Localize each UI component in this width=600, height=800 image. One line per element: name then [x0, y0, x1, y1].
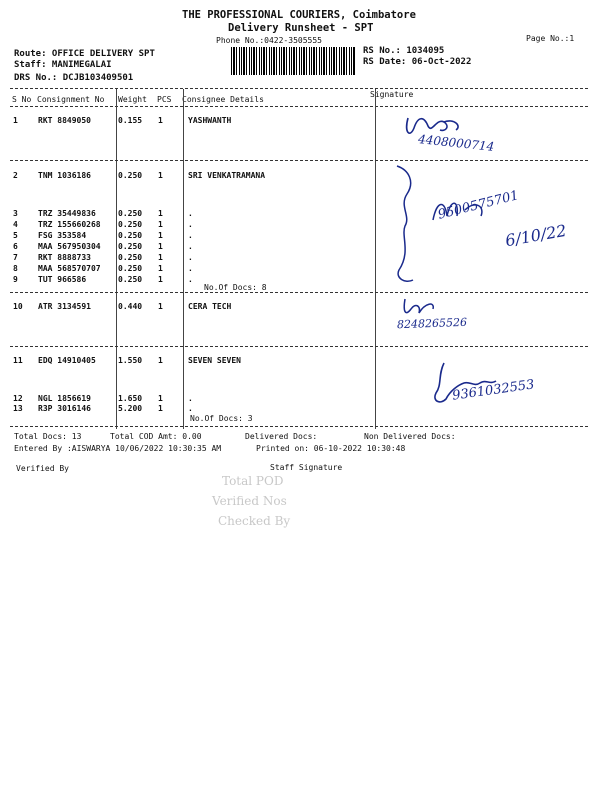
col-consignment: Consignment No: [37, 95, 105, 104]
stamp-total-pod: Total POD: [222, 474, 284, 488]
table-row: 8 MAA 568570707 0.250 1 .: [13, 264, 193, 273]
total-docs: Total Docs: 13: [14, 432, 82, 441]
table-row: 11 EDQ 14910405 1.550 1 SEVEN SEVEN: [13, 356, 241, 365]
staff-label: Staff: MANIMEGALAI: [14, 60, 112, 70]
document-title: Delivery Runsheet - SPT: [228, 22, 374, 34]
total-cod: Total COD Amt: 0.00: [110, 432, 202, 441]
table-row: 6 MAA 567950304 0.250 1 .: [13, 242, 193, 251]
table-bottom-rule: [10, 426, 588, 427]
rs-date: RS Date: 06-Oct-2022: [363, 57, 472, 67]
table-row: 13 R3P 3016146 5.200 1 .: [13, 404, 193, 413]
table-row: 1 RKT 8849050 0.155 1 YASHWANTH: [13, 116, 232, 125]
signature-1: 4408000714: [400, 108, 530, 156]
staff-signature: Staff Signature: [270, 463, 343, 472]
drs-number: DRS No.: DCJB103409501: [14, 73, 134, 83]
signature-2: 9500575701 6/10/22: [385, 160, 575, 290]
page-number: Page No.:1: [526, 34, 575, 43]
group-doc-count: No.Of Docs: 8: [204, 283, 267, 292]
printed-on: Printed on: 06-10-2022 10:30:48: [256, 444, 406, 453]
col-signature: Signature: [370, 90, 414, 99]
delivered-docs: Delivered Docs:: [245, 432, 318, 441]
table-row: 4 TRZ 155660268 0.250 1 .: [13, 220, 193, 229]
table-row: 2 TNM 1036186 0.250 1 SRI VENKATRAMANA: [13, 171, 266, 180]
stamp-verified-nos: Verified Nos: [212, 494, 287, 508]
col-pcs: PCS: [157, 95, 172, 104]
header-bottom-rule: [10, 106, 588, 107]
col-consignee: Consignee Details: [182, 95, 264, 104]
company-name: THE PROFESSIONAL COURIERS, Coimbatore: [182, 9, 416, 21]
table-row: 5 FSG 353584 0.250 1 .: [13, 231, 193, 240]
col-sno: S No: [12, 95, 32, 104]
route-label: Route: OFFICE DELIVERY SPT: [14, 49, 155, 59]
table-row: 3 TRZ 35449836 0.250 1 .: [13, 209, 193, 218]
signature-3: 8248265526: [395, 293, 515, 339]
table-row: 9 TUT 966586 0.250 1 .: [13, 275, 193, 284]
phone-number: Phone No.:0422-3505555: [216, 36, 322, 45]
stamp-checked-by: Checked By: [218, 514, 291, 528]
verified-by: Verified By: [16, 464, 69, 473]
entered-by: Entered By :AISWARYA 10/06/2022 10:30:35 AM: [14, 444, 222, 453]
non-delivered-docs: Non Delivered Docs:: [364, 432, 456, 441]
group-doc-count: No.Of Docs: 3: [190, 414, 253, 423]
barcode: [231, 47, 356, 75]
col-weight: Weight: [118, 95, 147, 104]
table-row: 7 RKT 8888733 0.250 1 .: [13, 253, 193, 262]
table-row: 12 NGL 1856619 1.650 1 .: [13, 394, 193, 403]
table-top-rule: [10, 88, 588, 89]
signature-4: 9361032553: [430, 355, 580, 415]
table-row: 10 ATR 3134591 0.440 1 CERA TECH: [13, 302, 232, 311]
group-rule: [10, 346, 588, 347]
rs-number: RS No.: 1034095: [363, 46, 445, 56]
